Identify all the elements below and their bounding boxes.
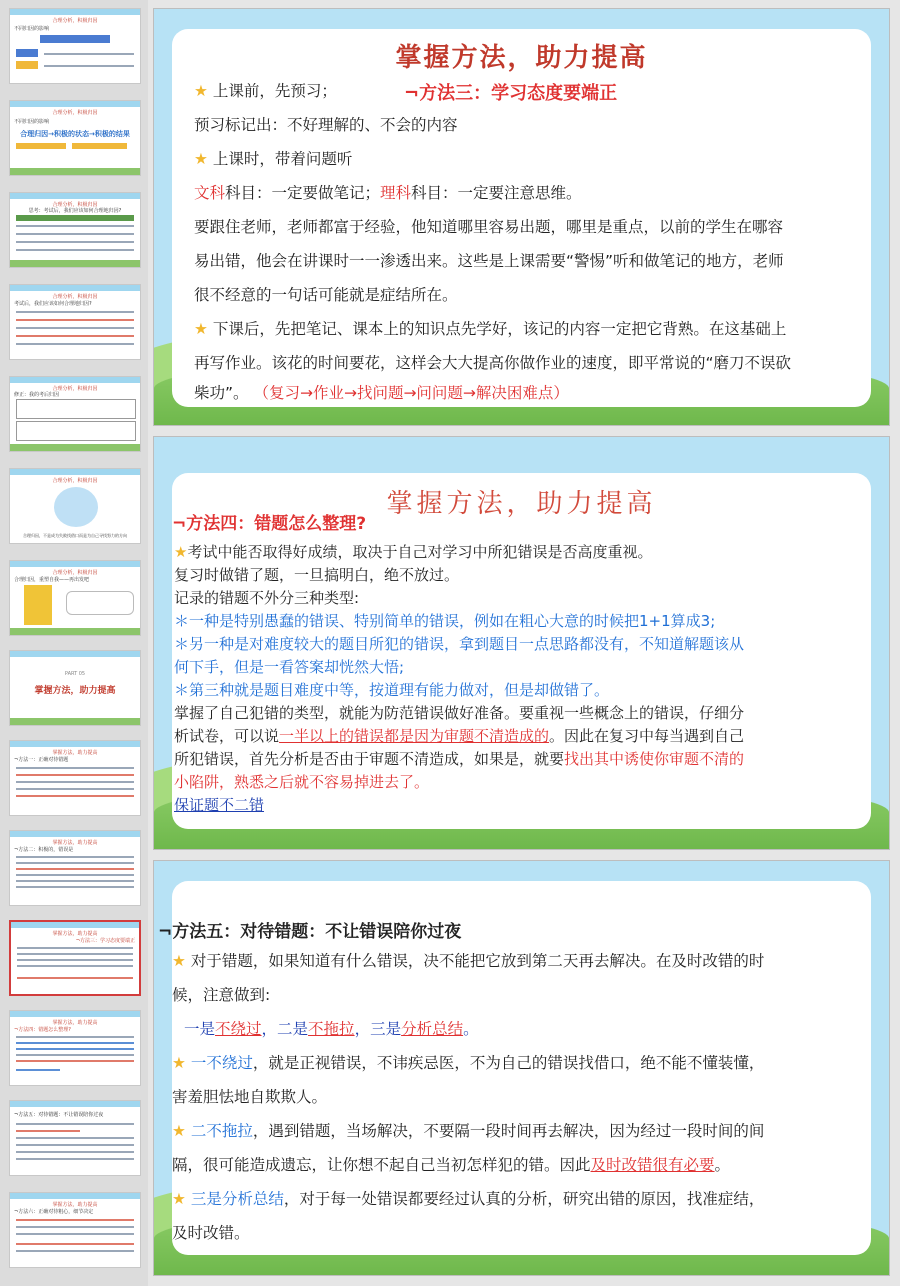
thumb-block: [16, 143, 66, 149]
thumb-block: [16, 61, 38, 69]
slide-method-3[interactable]: [153, 8, 890, 426]
text-line: ＊一种是特别愚蠢的错误、特别简单的错误，例如在粗心大意的时候把1+1算成3;: [174, 612, 716, 630]
thumb-line: [16, 1233, 134, 1235]
text-line: ，对于每一处错误都要经过认真的分析，研究出错的原因，找准症结，: [283, 1190, 765, 1208]
text-line: 下课后，先把笔记、课本上的知识点先学好，该记的内容一定把它背熟。在这基础上: [212, 320, 787, 338]
text-highlight: 小陷阱，熟悉之后就不容易掉进去了。: [174, 773, 430, 791]
text-line: ，就是正视错误，不讳疾忌医，不为自己的错误找借口，绝不能不懂装懂，: [252, 1054, 765, 1072]
text-line: 上课时，带着问题听: [212, 150, 353, 168]
thumb-table-header: [16, 215, 134, 221]
text-line: 易出错，他会在讲课时一一渗透出来。这些是上课需要“警惕”听和做笔记的地方，老师: [194, 252, 784, 270]
star-icon: ★: [172, 1122, 186, 1140]
thumb-line: [44, 53, 134, 55]
thumb-line: [16, 880, 134, 882]
text-highlight: 不拖拉: [308, 1020, 355, 1038]
thumb-heading: 思考：考试后，我们应该如何合理地归因?: [28, 208, 122, 214]
thumb-heading: ¬方法二：积极的，错误是: [14, 847, 74, 853]
thumb-line: [16, 1219, 134, 1221]
thumb-line: [16, 225, 134, 227]
thumb-heading: ¬方法五：对待错题：不让错误陪你过夜: [14, 1112, 104, 1118]
text-highlight: 一半以上的错误都是因为审题不清造成的: [279, 727, 550, 745]
text-line: ，遇到错题，当场解决，不要隔一段时间再去解决，因为经过一段时间的间: [252, 1122, 765, 1140]
slide-thumbnail-3[interactable]: [9, 192, 141, 268]
text-highlight: 二不拖拉: [190, 1122, 253, 1140]
thumb-line: [16, 856, 134, 858]
text-line: 害羞胆怯地自欺欺人。: [172, 1088, 328, 1106]
thumb-heading: ¬方法六：正确对待粗心，细节决定: [14, 1209, 94, 1215]
text-line: 掌握了自己犯错的类型，就能为防范错误做好准备。要重视一些概念上的错误，仔细分: [174, 704, 745, 722]
thumb-heading: ¬方法四：错题怎么整理?: [14, 1027, 71, 1033]
thumb-line: [17, 965, 133, 967]
text-line: 所犯错误，首先分析是否由于审题不清造成，如果是，就要: [174, 750, 565, 768]
star-icon: ★: [194, 82, 208, 100]
thumb-line: [16, 781, 134, 783]
thumb-line: [16, 868, 134, 870]
thumb-line: [16, 1069, 60, 1071]
thumb-line: [16, 1151, 134, 1153]
thumb-grass: [10, 444, 140, 451]
thumb-line: [16, 1060, 134, 1062]
thumb-line: [16, 1250, 134, 1252]
thumb-sky: [10, 561, 140, 567]
thumb-big-text: 掌握方法，助力提高: [34, 686, 116, 696]
slide-thumbnail-14[interactable]: [9, 1192, 141, 1268]
thumb-title: 合理分析，积极归因: [52, 202, 98, 208]
thumb-grass: [10, 718, 140, 725]
text-line: 。: [714, 1156, 731, 1174]
thumb-title: 合理分析，积极归因: [52, 18, 98, 24]
text-line: 柴功”。: [194, 384, 249, 402]
method-heading: ¬方法五：对待错题：不让错误陪你过夜: [158, 922, 462, 942]
text-line: ，二是: [261, 1020, 309, 1038]
text-highlight: 分析总结: [401, 1020, 464, 1038]
slide-title: 掌握方法，助力提高: [386, 489, 657, 519]
slide-thumbnail-8[interactable]: [9, 650, 141, 726]
thumb-title: 合理分析，积极归因: [52, 294, 98, 300]
thumb-line: [16, 1137, 134, 1139]
star-icon: ★: [174, 543, 188, 561]
slide-thumbnail-9[interactable]: [9, 740, 141, 816]
thumb-line: [16, 311, 134, 313]
slide-thumbnail-1[interactable]: [9, 8, 141, 84]
text-highlight: （复习→作业→找问题→问问题→解决困难点）: [253, 384, 569, 402]
text-line: 考试中能否取得好成绩，取决于自己对学习中所犯错误是否高度重视。: [187, 543, 653, 561]
text-line: 。因此在复习中每当遇到自己: [549, 727, 745, 745]
thumb-sky: [10, 1011, 140, 1017]
thumb-line: [16, 1123, 134, 1125]
slide-title: 掌握方法，助力提高: [395, 43, 648, 73]
thumb-line: [16, 241, 134, 243]
thumb-line: [16, 1144, 134, 1146]
text-highlight: 文科: [194, 184, 226, 202]
thumb-heading: ¬方法一：正确对待错题: [14, 757, 69, 763]
thumb-title: 掌握方法，助力提高: [52, 1202, 98, 1208]
thumb-picture: [54, 487, 98, 527]
star-icon: ★: [194, 320, 208, 338]
slide-thumbnail-2[interactable]: [9, 100, 141, 176]
thumb-line: [16, 327, 134, 329]
text-highlight: 一不绕过: [190, 1054, 253, 1072]
thumb-line: [16, 1130, 80, 1132]
thumb-sky: [10, 1101, 140, 1107]
text-highlight: 不绕过: [215, 1020, 262, 1038]
slide-thumbnail-11[interactable]: [9, 920, 141, 996]
thumb-block: [40, 35, 110, 43]
star-icon: ★: [172, 952, 186, 970]
thumb-heading: 修正：我的考后归因: [14, 392, 60, 398]
thumb-grass: [10, 260, 140, 267]
thumb-line: [16, 774, 134, 776]
text-line: ，三是: [354, 1020, 402, 1038]
thumb-line: [16, 1243, 134, 1245]
thumb-line: [16, 233, 134, 235]
thumb-folder: [24, 585, 52, 625]
text-highlight: 及时改错很有必要: [590, 1156, 715, 1174]
thumb-line: [16, 874, 134, 876]
slide-method-5[interactable]: [153, 860, 890, 1276]
slide-method-4[interactable]: [153, 436, 890, 850]
slide-thumbnail-13[interactable]: [9, 1100, 141, 1176]
slide-thumbnail-12[interactable]: [9, 1010, 141, 1086]
text-line: 。: [463, 1020, 479, 1038]
thumb-table: [16, 421, 136, 441]
method-heading: ¬方法四：错题怎么整理?: [172, 514, 367, 534]
thumb-bubble: [66, 591, 134, 615]
star-icon: ★: [194, 150, 208, 168]
star-icon: ★: [172, 1054, 186, 1072]
thumb-sky: [10, 831, 140, 837]
thumb-line: [16, 862, 134, 864]
thumb-block: [72, 143, 127, 149]
thumb-table: [16, 399, 136, 419]
thumb-sky: [10, 193, 140, 199]
thumb-heading: 不同归因的影响: [14, 119, 50, 125]
thumb-line: [16, 1048, 134, 1050]
thumb-sky: [10, 377, 140, 383]
star-icon: ★: [172, 1190, 186, 1208]
thumb-title: 合理分析，积极归因: [52, 478, 98, 484]
thumb-block: [16, 49, 38, 57]
text-line: 析试卷，可以说: [174, 727, 280, 745]
thumb-line: [17, 959, 133, 961]
thumb-line: [16, 788, 134, 790]
thumb-title: 掌握方法，助力提高: [52, 1020, 98, 1026]
thumb-grass: [10, 628, 140, 635]
thumb-title: 合理分析，积极归因: [52, 570, 98, 576]
thumb-title: 掌握方法，助力提高: [52, 750, 98, 756]
thumb-line: [16, 1042, 134, 1044]
text-line: 何下手，但是一看答案却恍然大悟;: [174, 658, 405, 676]
thumb-line: [16, 1054, 134, 1056]
thumb-heading: 合理归因，重塑自我——再出发吧: [14, 577, 90, 583]
text-highlight: 找出其中诱使你审题不清的: [564, 750, 745, 768]
text-line: ＊第三种就是题目难度中等，按道理有能力做对，但是却做错了。: [174, 681, 610, 699]
thumb-line: [16, 767, 134, 769]
thumb-big-text: 合理归因→积极的状态→积极的结果: [20, 130, 130, 138]
thumb-title: PART 05: [64, 671, 86, 677]
thumb-grass: [10, 168, 140, 175]
thumb-title: 掌握方法，助力提高: [52, 840, 98, 846]
text-line: 一是: [184, 1020, 216, 1038]
thumb-title: 合理分析，积极归因: [52, 386, 98, 392]
thumb-line: [16, 1226, 134, 1228]
thumb-sky: [10, 1193, 140, 1199]
thumb-line: [16, 249, 134, 251]
text-line: 预习标记出：不好理解的、不会的内容: [194, 116, 458, 134]
text-line: 再写作业。该花的时间要花，这样会大大提高你做作业的速度，即平常说的“磨刀不误砍: [194, 354, 792, 372]
thumb-line: [17, 953, 133, 955]
thumb-sky: [10, 741, 140, 747]
thumb-sky: [10, 651, 140, 657]
text-line: 对于错题，如果知道有什么错误，决不能把它放到第二天再去解决。在及时改错的时: [190, 952, 765, 970]
slide-thumbnail-6[interactable]: [9, 468, 141, 544]
thumb-line: [17, 947, 133, 949]
thumb-heading: 考试后，我们应该如何合理地归因?: [14, 301, 92, 307]
thumb-line: [16, 1036, 134, 1038]
thumb-heading: ¬方法三：学习态度要端正: [75, 938, 135, 944]
text-line: 记录的错题不外分三种类型:: [174, 589, 360, 607]
thumb-line: [16, 1158, 134, 1160]
thumb-sky: [10, 285, 140, 291]
thumb-sky: [11, 922, 139, 928]
thumb-line: [16, 795, 134, 797]
text-line: 隔，很可能造成遗忘，让你想不起自己当初怎样犯的错。因此: [172, 1156, 591, 1174]
text-highlight: 三是分析总结: [190, 1190, 284, 1208]
thumb-title: 掌握方法，助力提高: [52, 931, 98, 937]
slide-thumbnail-7[interactable]: [9, 560, 141, 636]
thumb-line: [16, 343, 134, 345]
slide-thumbnail-10[interactable]: [9, 830, 141, 906]
thumb-line: [16, 319, 134, 321]
text-line: 科目：一定要做笔记；: [225, 184, 381, 202]
slide-thumbnail-5[interactable]: [9, 376, 141, 452]
text-line: 科目：一定要注意思维。: [411, 184, 582, 202]
thumb-title: 合理分析，积极归因: [52, 110, 98, 116]
text-line: 复习时做错了题，一旦搞明白，绝不放过。: [174, 566, 460, 584]
thumb-line: [16, 886, 134, 888]
text-line: 候，注意做到:: [172, 986, 271, 1004]
text-line: ＊另一种是对难度较大的题目所犯的错误，拿到题目一点思路都没有，不知道解题该从: [174, 635, 745, 653]
thumb-line: [44, 65, 134, 67]
thumb-sky: [10, 9, 140, 15]
text-line: 很不经意的一句话可能就是症结所在。: [194, 286, 458, 304]
text-highlight: 理科: [380, 184, 412, 202]
slide-thumbnail-4[interactable]: [9, 284, 141, 360]
text-line: 要跟住老师，老师都富于经验，他知道哪里容易出题，哪里是重点，以前的学生在哪容: [194, 218, 784, 236]
slide-thumbnail-panel: [0, 0, 148, 1286]
thumb-line: [16, 335, 134, 337]
thumb-heading: 合理归因，不是成为失败找借口而是为自己寻找努力的方向: [23, 533, 127, 538]
text-line: 上课前，先预习；: [212, 82, 337, 100]
thumb-sky: [10, 469, 140, 475]
method-heading: ¬方法三：学习态度要端正: [404, 83, 618, 104]
thumb-line: [17, 977, 133, 979]
thumb-heading: 不同归因的影响: [14, 26, 50, 32]
thumb-sky: [10, 101, 140, 107]
text-line: 及时改错。: [172, 1224, 250, 1242]
text-link[interactable]: 保证题不二错: [174, 796, 265, 814]
